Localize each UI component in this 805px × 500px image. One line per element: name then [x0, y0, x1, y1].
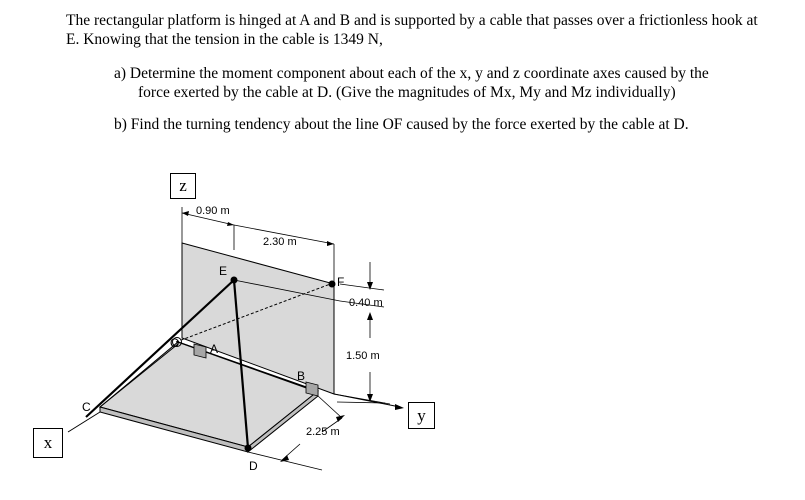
dim-150: 1.50 m	[346, 350, 380, 362]
part-b-question: b) Find the turning tendency about the line OF caused by the force exerted by the cable at D.	[114, 116, 689, 133]
x-axis-label: x	[33, 428, 63, 458]
label-d: D	[249, 459, 258, 473]
y-axis-label: y	[408, 402, 435, 429]
point-f	[329, 281, 336, 288]
dim-090: 0.90 m	[196, 205, 230, 217]
label-o: O	[170, 336, 180, 350]
problem-statement: The rectangular platform is hinged at A and B and is supported by a cable that passes over a frictionless hook at E. Knowing that the tension in the cable is 1349 N,	[66, 12, 758, 48]
part-a-line1: a) Determine the moment component about each of the x, y and z coordinate axes caused by the	[114, 65, 709, 82]
label-a: A	[210, 342, 219, 356]
label-f: F	[337, 275, 345, 289]
dim-230: 2.30 m	[263, 236, 297, 248]
label-c: C	[82, 400, 91, 414]
point-e	[231, 277, 238, 284]
dim-225: 2.25 m	[306, 426, 340, 438]
label-b: B	[297, 369, 306, 383]
y-axis	[334, 394, 400, 407]
part-a-line2: force exerted by the cable at D. (Give the magnitudes of Mx, My and Mz individually)	[138, 84, 676, 101]
label-e: E	[219, 264, 228, 278]
z-axis-label: z	[170, 173, 196, 199]
x-axis	[68, 412, 100, 432]
point-d	[245, 445, 252, 452]
dim-040: 0.40 m	[349, 297, 383, 309]
